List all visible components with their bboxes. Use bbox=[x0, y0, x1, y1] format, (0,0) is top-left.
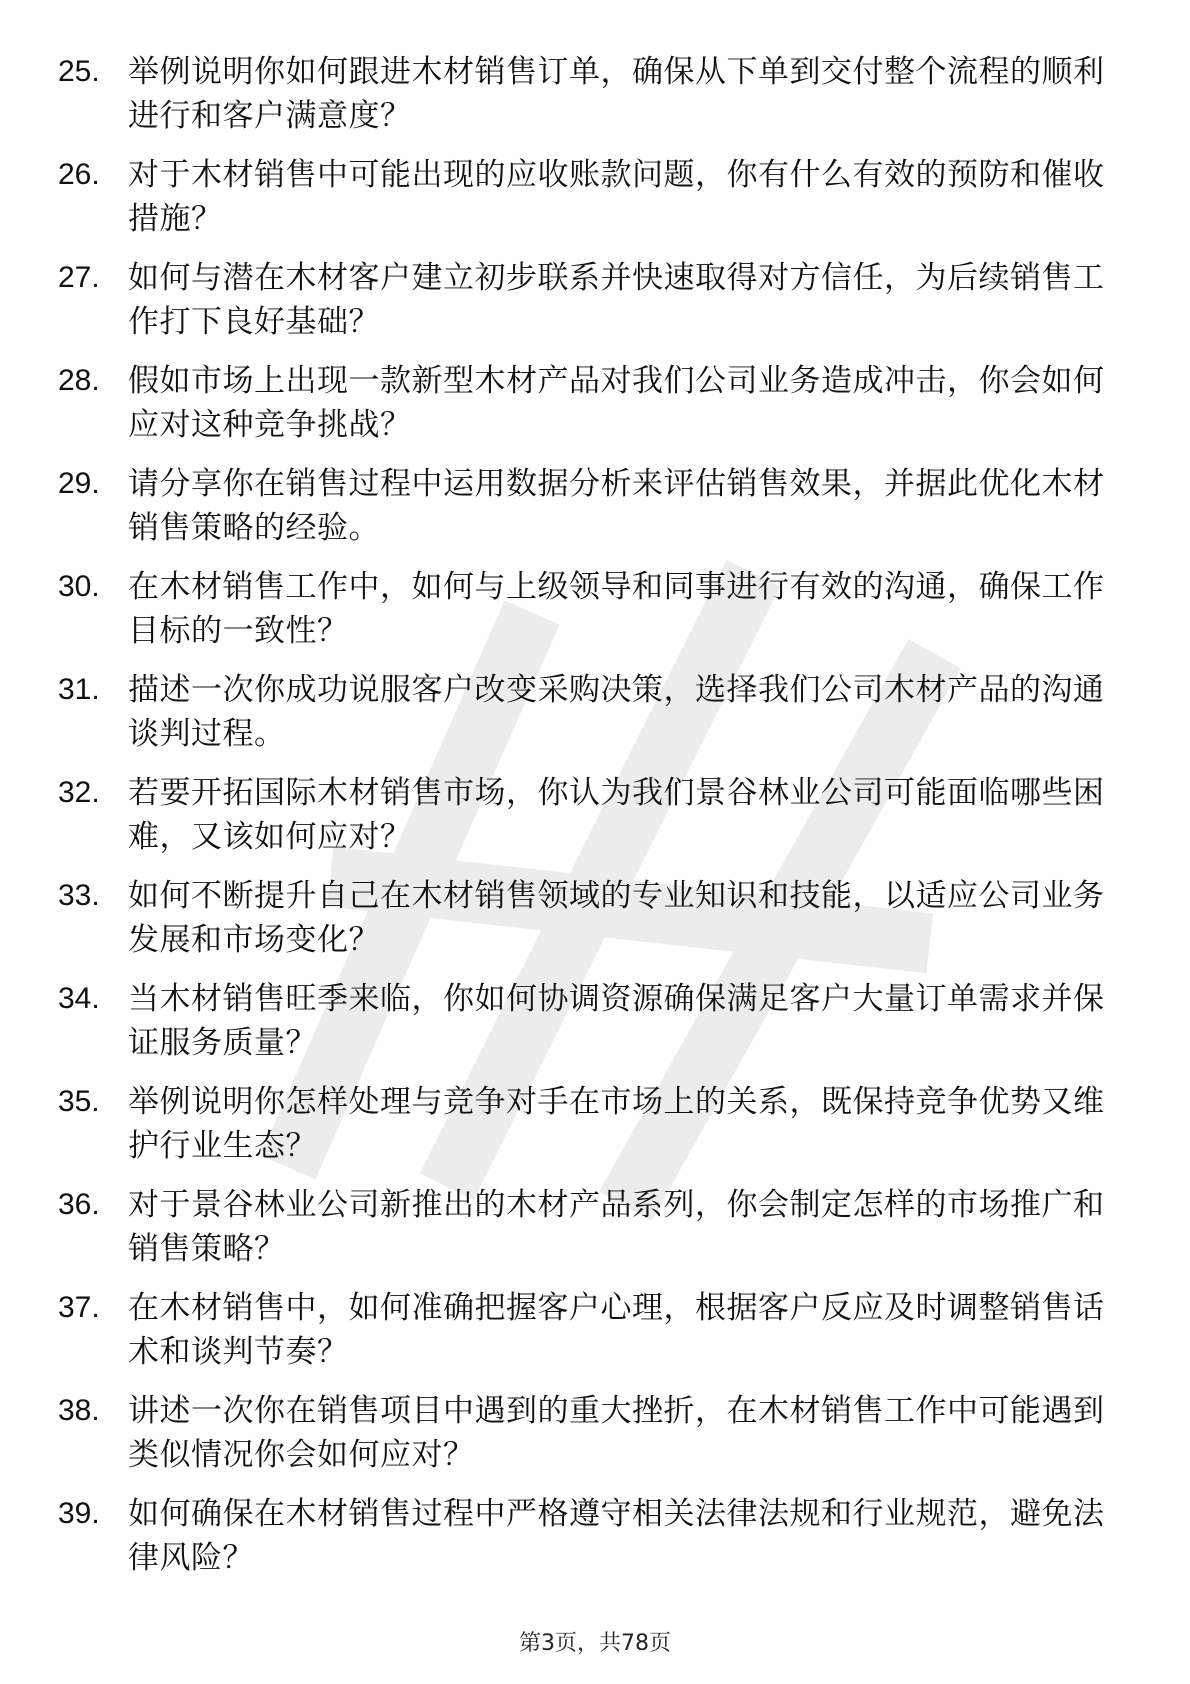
question-number: 30. bbox=[58, 570, 100, 603]
question-item bbox=[58, 977, 1118, 1080]
question-list bbox=[58, 50, 1118, 1595]
question-number: 26. bbox=[58, 158, 100, 191]
question-number: 34. bbox=[58, 982, 100, 1015]
question-number: 27. bbox=[58, 261, 100, 294]
question-item bbox=[58, 256, 1118, 359]
page-footer: 第3页，共78页 bbox=[519, 1631, 671, 1656]
question-text: 对于木材销售中可能出现的应收账款问题，你有什么有效的预防和催收措施？ bbox=[128, 157, 1105, 237]
question-text: 举例说明你如何跟进木材销售订单，确保从下单到交付整个流程的顺利进行和客户满意度？ bbox=[128, 54, 1105, 134]
question-text: 当木材销售旺季来临，你如何协调资源确保满足客户大量订单需求并保证服务质量？ bbox=[128, 981, 1105, 1061]
question-number: 39. bbox=[58, 1497, 100, 1530]
question-text: 如何与潜在木材客户建立初步联系并快速取得对方信任，为后续销售工作打下良好基础？ bbox=[128, 260, 1105, 340]
question-item bbox=[58, 1389, 1118, 1492]
question-text: 如何确保在木材销售过程中严格遵守相关法律法规和行业规范，避免法律风险？ bbox=[128, 1496, 1105, 1576]
question-item bbox=[58, 874, 1118, 977]
question-item bbox=[58, 771, 1118, 874]
question-number: 33. bbox=[58, 879, 100, 912]
question-number: 32. bbox=[58, 776, 100, 809]
question-text: 描述一次你成功说服客户改变采购决策，选择我们公司木材产品的沟通谈判过程。 bbox=[128, 672, 1105, 752]
question-number: 38. bbox=[58, 1394, 100, 1427]
question-text: 在木材销售工作中，如何与上级领导和同事进行有效的沟通，确保工作目标的一致性？ bbox=[128, 569, 1105, 649]
question-item bbox=[58, 565, 1118, 668]
question-text: 请分享你在销售过程中运用数据分析来评估销售效果，并据此优化木材销售策略的经验。 bbox=[128, 466, 1105, 546]
question-text: 假如市场上出现一款新型木材产品对我们公司业务造成冲击，你会如何应对这种竞争挑战？ bbox=[128, 363, 1105, 443]
question-text: 讲述一次你在销售项目中遇到的重大挫折，在木材销售工作中可能遇到类似情况你会如何应对？ bbox=[128, 1393, 1105, 1473]
question-text: 对于景谷林业公司新推出的木材产品系列，你会制定怎样的市场推广和销售策略？ bbox=[128, 1187, 1105, 1267]
question-number: 28. bbox=[58, 364, 100, 397]
question-number: 25. bbox=[58, 55, 100, 88]
question-item bbox=[58, 1492, 1118, 1595]
question-item bbox=[58, 668, 1118, 771]
question-item bbox=[58, 153, 1118, 256]
question-item bbox=[58, 1286, 1118, 1389]
question-item bbox=[58, 50, 1118, 153]
question-text: 在木材销售中，如何准确把握客户心理，根据客户反应及时调整销售话术和谈判节奏？ bbox=[128, 1290, 1105, 1370]
question-number: 36. bbox=[58, 1188, 100, 1221]
question-text: 如何不断提升自己在木材销售领域的专业知识和技能，以适应公司业务发展和市场变化？ bbox=[128, 878, 1105, 958]
question-number: 31. bbox=[58, 673, 100, 706]
question-item bbox=[58, 1183, 1118, 1286]
question-text: 若要开拓国际木材销售市场，你认为我们景谷林业公司可能面临哪些困难，又该如何应对？ bbox=[128, 775, 1105, 855]
question-item bbox=[58, 359, 1118, 462]
question-number: 37. bbox=[58, 1291, 100, 1324]
question-number: 35. bbox=[58, 1085, 100, 1118]
question-item bbox=[58, 1080, 1118, 1183]
question-item bbox=[58, 462, 1118, 565]
question-text: 举例说明你怎样处理与竞争对手在市场上的关系，既保持竞争优势又维护行业生态？ bbox=[128, 1084, 1105, 1164]
question-number: 29. bbox=[58, 467, 100, 500]
